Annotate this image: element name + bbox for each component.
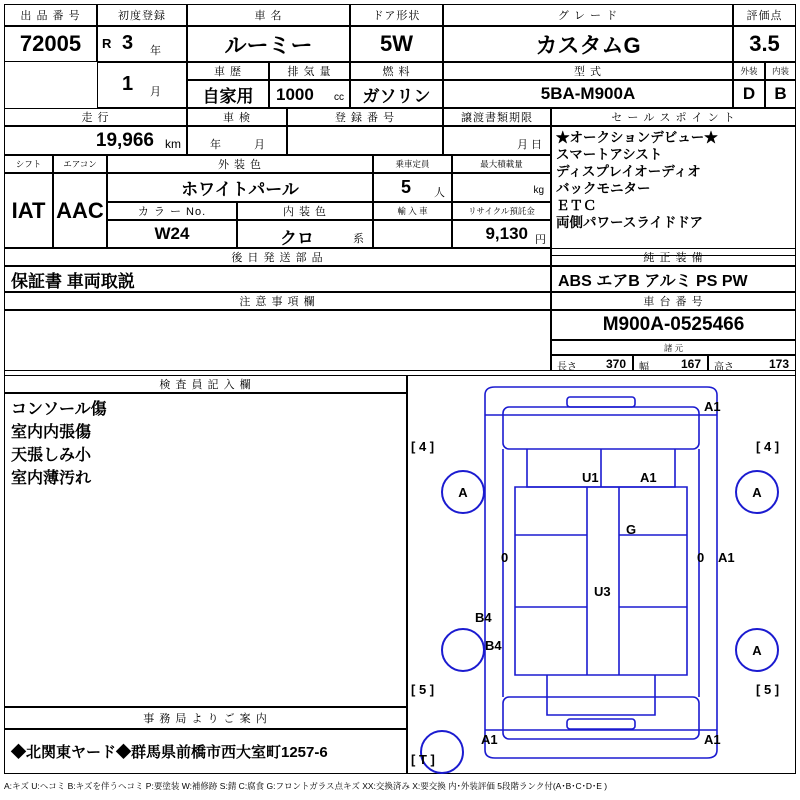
chassis-value: M900A-0525466 xyxy=(551,310,796,340)
seats-value: 5 人 xyxy=(373,173,452,202)
import-value xyxy=(373,220,452,248)
width-cell: 幅 167 xyxy=(633,355,708,371)
door-value: 5W xyxy=(350,26,443,62)
sales-point-item: 両側パワースライドドア xyxy=(556,215,704,230)
ext-grade-header: 外装 xyxy=(733,62,765,80)
spare-bracket: [ T ] xyxy=(411,752,435,767)
int-grade-value: B xyxy=(765,80,796,108)
seats-header: 乗車定員 xyxy=(373,155,452,173)
inspector-notes xyxy=(4,393,407,707)
dims-header: 諸 元 xyxy=(551,340,796,355)
int-color-value: クロ 系 xyxy=(237,220,373,248)
grade-value: カスタムG xyxy=(443,26,733,62)
lot-no-header: 出 品 番 号 xyxy=(4,4,97,26)
tire-bracket: [ 5 ] xyxy=(411,682,435,697)
history-value: 自家用 xyxy=(187,80,269,108)
lot-no-value: 72005 xyxy=(4,26,97,62)
shaken-header: 車 検 xyxy=(187,108,287,126)
fuel-header: 燃 料 xyxy=(350,62,443,80)
wheel-rear-left xyxy=(441,628,485,672)
damage-mark: B4 xyxy=(485,638,502,653)
int-color-header: 内 装 色 xyxy=(237,202,373,220)
score-header: 評価点 xyxy=(733,4,796,26)
reg-no-header: 登 録 番 号 xyxy=(287,108,443,126)
length-cell: 長さ 370 xyxy=(551,355,633,371)
equipment-header: 純 正 装 備 xyxy=(551,248,796,266)
height-cell: 高さ 173 xyxy=(708,355,796,371)
displacement-header: 排 気 量 xyxy=(269,62,350,80)
max-load-value: kg xyxy=(452,173,551,202)
door-header: ドア形状 xyxy=(350,4,443,26)
fuel-value: ガソリン xyxy=(350,80,443,108)
color-no-value: W24 xyxy=(107,220,237,248)
mileage-value: 19,966 km xyxy=(4,126,187,155)
displacement-value: 1000 cc xyxy=(269,80,350,108)
inspector-note-item: コンソール傷 xyxy=(11,401,107,418)
inspector-note-item: 天張しみ小 xyxy=(11,447,92,464)
first-reg-year: R 3 年 xyxy=(97,26,187,62)
inspector-header: 検 査 員 記 入 欄 xyxy=(4,375,407,393)
damage-mark: G xyxy=(626,522,637,537)
sales-point-item: スマートアシスト xyxy=(556,147,663,162)
sales-points-header: セ ー ル ス ポ イ ン ト xyxy=(551,108,796,126)
later-parts-header: 後 日 発 送 部 品 xyxy=(4,248,551,266)
sales-point-item: バックモニター xyxy=(556,181,651,196)
damage-mark: 0 xyxy=(501,550,509,565)
damage-mark: U1 xyxy=(582,470,599,485)
recycle-value: 9,130 円 xyxy=(452,220,551,248)
import-header: 輸 入 車 xyxy=(373,202,452,220)
caution-value xyxy=(4,310,551,371)
equipment-value: ABS エアB アルミ PS PW xyxy=(551,266,796,292)
model-code-value: 5BA-M900A xyxy=(443,80,733,108)
color-no-header: カ ラ ー No. xyxy=(107,202,237,220)
first-reg-header: 初度登録 xyxy=(97,4,187,26)
first-reg-month: 1 月 xyxy=(97,62,187,108)
sales-point-item: ＥＴＣ xyxy=(556,198,597,213)
damage-mark: A1 xyxy=(704,732,721,747)
aircon-value: AAC xyxy=(53,173,107,248)
shift-value: IAT xyxy=(4,173,53,248)
sales-points-box xyxy=(551,126,796,256)
grade-header: グ レ ー ド xyxy=(443,4,733,26)
ext-grade-value: D xyxy=(733,80,765,108)
damage-mark: A1 xyxy=(718,550,735,565)
legend-text: A:キズ U:ヘコミ B:キズを伴うヘコミ P:要塗装 W:補修跡 S:錆 C:腐食 G:フロントガラス点キズ XX:交換済み X:要交換 内･外装評価 5段階ランク付(A･B･C･D･E ) xyxy=(4,781,608,791)
damage-mark: B4 xyxy=(475,610,492,625)
damage-mark: A1 xyxy=(481,732,498,747)
wheel-front-left: A xyxy=(441,470,485,514)
recycle-header: リサイクル預託金 xyxy=(452,202,551,220)
damage-mark: A1 xyxy=(640,470,657,485)
sales-point-item: ★オークションデビュー★ xyxy=(556,130,718,145)
wheel-rear-right: A xyxy=(735,628,779,672)
chassis-header: 車 台 番 号 xyxy=(551,292,796,310)
shift-header: シフト xyxy=(4,155,53,173)
car-name-header: 車 名 xyxy=(187,4,350,26)
damage-mark: A1 xyxy=(704,399,721,414)
office-header: 事 務 局 よ り ご 案 内 xyxy=(4,707,407,729)
wheel-front-right: A xyxy=(735,470,779,514)
int-grade-header: 内装 xyxy=(765,62,796,80)
shaken-value: 年 月 xyxy=(187,126,287,155)
transfer-value: 月 日 xyxy=(443,126,551,155)
car-name-value: ルーミー xyxy=(187,26,350,62)
history-header: 車 歴 xyxy=(187,62,269,80)
sales-point-item: ディスプレイオーディオ xyxy=(556,164,701,179)
caution-header: 注 意 事 項 欄 xyxy=(4,292,551,310)
damage-mark: 0 xyxy=(697,550,705,565)
later-parts-value: 保証書 車両取説 xyxy=(4,266,551,292)
office-value: ◆北関東ヤード◆群馬県前橋市西大室町1257-6 xyxy=(4,729,407,774)
aircon-header: エアコン xyxy=(53,155,107,173)
tire-bracket: [ 4 ] xyxy=(756,439,780,454)
mileage-header: 走 行 xyxy=(4,108,187,126)
tire-bracket: [ 4 ] xyxy=(411,439,435,454)
car-outline-diagram xyxy=(407,375,796,774)
reg-no-value xyxy=(287,126,443,155)
inspector-note-item: 室内薄汚れ xyxy=(11,470,92,487)
model-code-header: 型 式 xyxy=(443,62,733,80)
score-value: 3.5 xyxy=(733,26,796,62)
damage-mark: U3 xyxy=(594,584,611,599)
ext-color-header: 外 装 色 xyxy=(107,155,373,173)
inspector-note-item: 室内内張傷 xyxy=(11,424,92,441)
sales-points-list xyxy=(552,127,795,231)
ext-color-value: ホワイトパール xyxy=(107,173,373,202)
max-load-header: 最大積載量 xyxy=(452,155,551,173)
tire-bracket: [ 5 ] xyxy=(756,682,780,697)
transfer-header: 譲渡書類期限 xyxy=(443,108,551,126)
